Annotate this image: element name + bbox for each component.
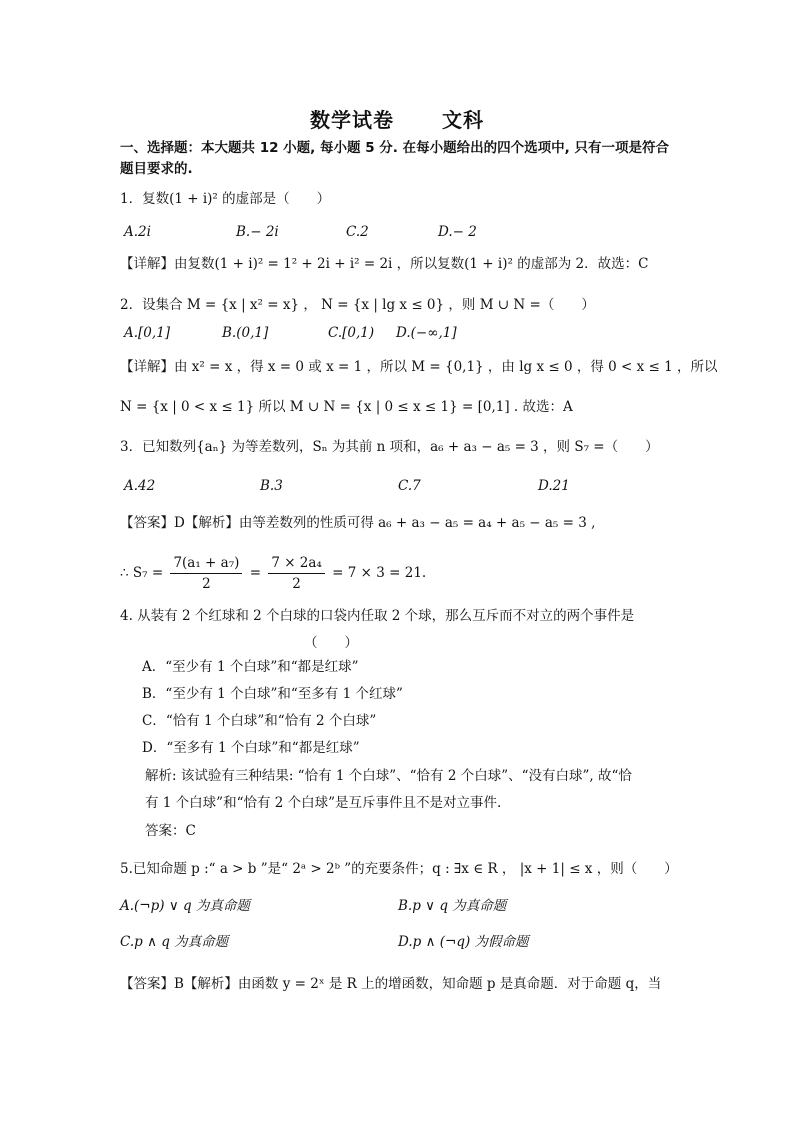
title-track: 文科 (442, 108, 484, 132)
title-subject: 数学试卷 (310, 108, 394, 132)
q2-detail-line1: 【详解】由 x² = x ，得 x = 0 或 x = 1 ，所以 M = {0,1} ，由 lg x ≤ 0 ，得 0 < x ≤ 1 ，所以 (120, 359, 718, 375)
q3-option-a: A.42 (124, 478, 156, 494)
q4-stem: 4. 从装有 2 个红球和 2 个白球的口袋内任取 2 个球，那么互斥而不对立的两个事件是 (120, 608, 635, 624)
q2-option-c: C.[0,1) (328, 325, 375, 341)
q1-option-b: B.− 2i (236, 224, 279, 240)
q2-option-b: B.(0,1] (222, 325, 269, 341)
q4-analysis-line1: 解析: 该试验有三种结果: “恰有 1 个白球”、“恰有 2 个白球”、“没有白球”, 故“恰 (145, 768, 632, 784)
q3-option-d: D.21 (538, 478, 570, 494)
q4-answer: 答案：C (145, 823, 196, 839)
q2-option-d: D.(−∞,1] (396, 325, 457, 341)
q5-answer: 【答案】B【解析】由函数 y = 2ˣ 是 R 上的增函数，知命题 p 是真命题．对于命题 q，当 (120, 976, 662, 992)
q1-detail: 【详解】由复数(1 + i)² = 1² + 2i + i² = 2i ，所以复数(1 + i)² 的虚部为 2．故选：C (120, 256, 649, 272)
q5-option-a: A.(¬p) ∨ q 为真命题 (120, 898, 250, 914)
q2-stem: 2．设集合 M = {x | x² = x} ， N = {x | lg x ≤ 0} ，则 M ∪ N =（ ） (120, 297, 595, 313)
q5-stem: 5.已知命题 p :“ a > b ”是“ 2ᵃ > 2ᵇ ”的充要条件；q : ∃x ∈ R ， |x + 1| ≤ x ，则（ ） (120, 861, 678, 877)
q4-analysis-line2: 有 1 个白球”和“恰有 2 个白球”是互斥事件且不是对立事件. (145, 795, 502, 811)
q3-stem: 3．已知数列{aₙ} 为等差数列，Sₙ 为其前 n 项和，a₆ + a₃ − a₅ = 3 ，则 S₇ =（ ） (120, 439, 659, 455)
q3-option-b: B.3 (260, 478, 283, 494)
q1-option-d: D.− 2 (438, 224, 477, 240)
q1-option-a: A.2i (124, 224, 151, 240)
q3-calc-prefix: ∴ S₇ = (120, 565, 164, 581)
q3-frac1-denominator: 2 (202, 576, 211, 592)
q3-option-c: C.7 (398, 478, 421, 494)
q3-calculation: ∴ S₇ = $\frac{\text{7(a₁ + a₇)}}{2}$ = $\frac{\text{7 × 2a₄}}{2}$ = 7 × 3 = 21. (120, 555, 427, 592)
q3-calc-suffix: = 7 × 3 = 21. (332, 565, 427, 581)
q4-option-d: D．“至多有 1 个白球”和“都是红球” (142, 740, 360, 756)
q3-fraction-1 (170, 553, 242, 594)
q3-answer: 【答案】D【解析】由等差数列的性质可得 a₆ + a₃ − a₅ = a₄ + a₅ − a₅ = 3 , (120, 515, 596, 531)
section-header-line2: 题目要求的. (120, 161, 193, 177)
section-header-line1: 一、选择题：本大题共 12 小题, 每小题 5 分. 在每小题给出的四个选项中, 只有一项是符合 (120, 140, 669, 156)
q5-option-c: C.p ∧ q 为真命题 (120, 934, 229, 950)
q4-option-a: A．“至少有 1 个白球”和“都是红球” (142, 659, 359, 675)
q3-frac1-numerator: 7(a₁ + a₇) (170, 553, 242, 574)
q3-frac2-numerator: 7 × 2a₄ (268, 553, 325, 574)
q4-paren: （ ） (304, 635, 358, 651)
q4-option-c: C．“恰有 1 个白球”和“恰有 2 个白球” (142, 713, 377, 729)
q1-option-c: C.2 (346, 224, 369, 240)
q3-frac2-denominator: 2 (292, 576, 301, 592)
q5-option-b: B.p ∨ q 为真命题 (398, 898, 507, 914)
q5-option-d: D.p ∧ (¬q) 为假命题 (398, 934, 529, 950)
q1-stem: 1．复数(1 + i)² 的虚部是（ ） (120, 191, 331, 207)
q2-detail-line2: N = {x | 0 < x ≤ 1} 所以 M ∪ N = {x | 0 ≤ x ≤ 1} = [0,1] . 故选：A (120, 399, 573, 415)
q3-fraction-2 (268, 553, 325, 594)
q4-option-b: B．“至少有 1 个白球”和“至多有 1 个红球” (142, 686, 403, 702)
page-title (0, 104, 794, 133)
q2-option-a: A.[0,1] (124, 325, 171, 341)
